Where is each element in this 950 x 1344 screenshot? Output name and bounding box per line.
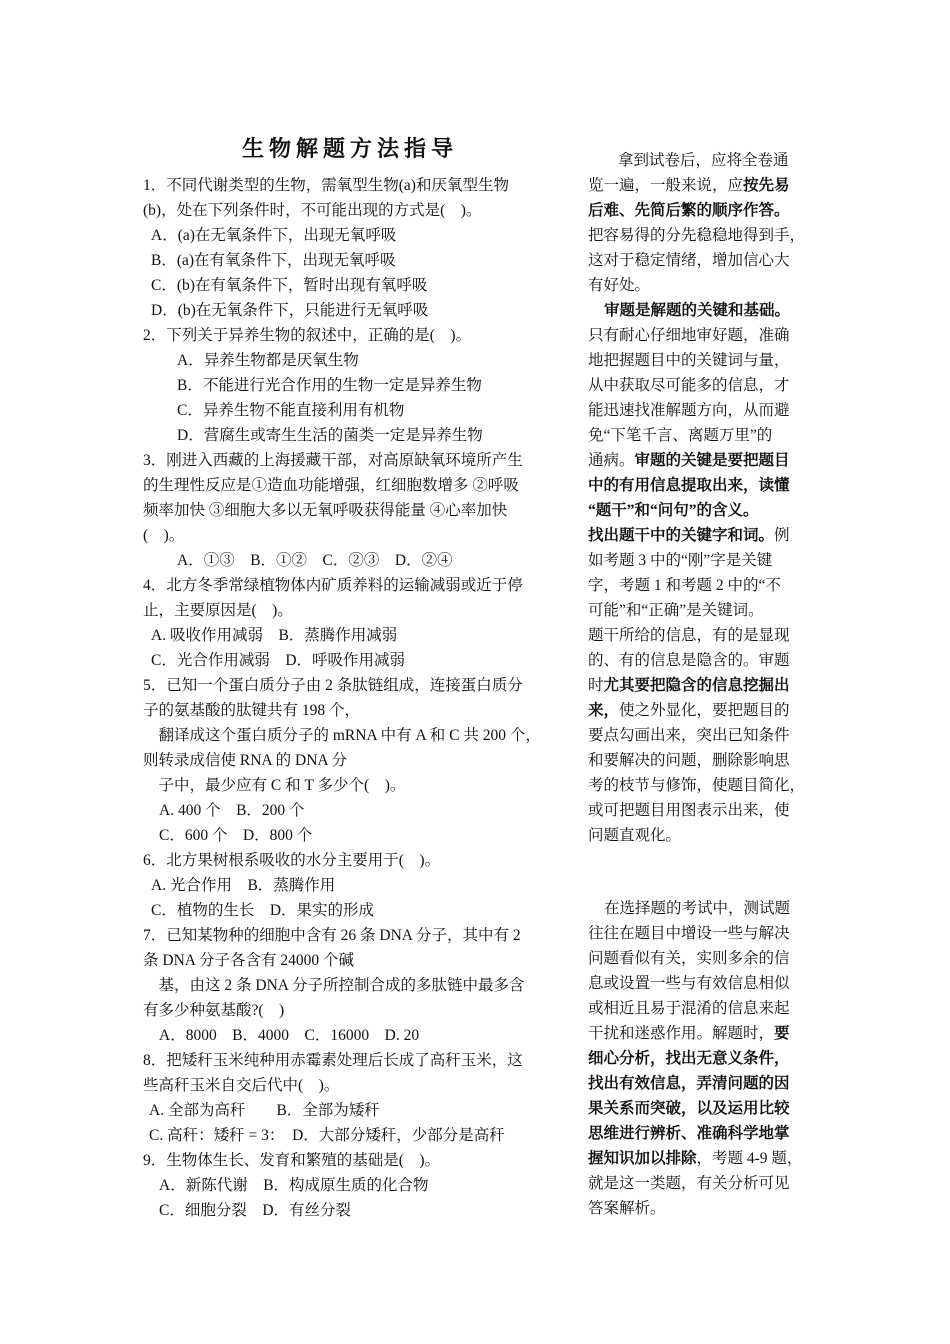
question-option: A．8000 B．4000 C．16000 D. 20	[159, 1027, 420, 1044]
question-stem-line: 3．刚进入西藏的上海援藏干部，对高原缺氧环境所产生	[143, 452, 523, 469]
question-8	[143, 1048, 568, 1148]
side-note-line	[588, 523, 818, 548]
side-note-line	[588, 1021, 818, 1046]
side-note-line	[588, 548, 818, 573]
side-note-line	[588, 198, 818, 223]
question-stem-line: 9．生物体生长、发育和繁殖的基础是( )。	[143, 1152, 441, 1169]
note-text: 的、有的信息是隐含的。审题	[588, 652, 790, 669]
side-note-line	[588, 723, 818, 748]
question-option: A．新陈代谢 B．构成原生质的化合物	[159, 1177, 429, 1194]
side-note-line	[588, 773, 818, 798]
question-stem-line: 有多少种氨基酸?( )	[143, 1002, 285, 1019]
question-stem-line: 些高秆玉米自交后代中( )。	[143, 1077, 340, 1094]
question-stem-line: ( )。	[143, 527, 185, 544]
side-note-line	[588, 1196, 818, 1221]
note-text: 有好处。	[588, 277, 651, 294]
side-note-line	[588, 223, 818, 248]
side-note-line	[588, 748, 818, 773]
side-note-line	[588, 1146, 818, 1171]
emphasis-text: 按先易	[743, 177, 790, 194]
question-option: C．光合作用减弱 D．呼吸作用减弱	[151, 652, 406, 669]
question-option: A. 光合作用 B．蒸腾作用	[151, 877, 336, 894]
question-option: A．①③ B．①② C．②③ D．②④	[177, 552, 453, 569]
note-text: 地把握题目中的关键词与量，	[588, 352, 790, 369]
note-text: 字，考题 1 和考题 2 中的“不	[588, 577, 781, 594]
note-text: ，考题 4-9 题，	[696, 1150, 803, 1167]
question-stem-line: 子中，最少应有 C 和 T 多少个( )。	[143, 777, 406, 794]
question-stem-line: 则转录成信使 RNA 的 DNA 分	[143, 752, 348, 769]
side-note-line	[588, 996, 818, 1021]
side-note-line	[588, 921, 818, 946]
side-note-line	[588, 473, 818, 498]
emphasis-text: 果关系而突破，以及运用比较	[588, 1100, 790, 1117]
emphasis-text: 后难、先简后繁的顺序作答。	[588, 202, 790, 219]
emphasis-text: 细心分析，找出无意义条件，	[588, 1050, 790, 1067]
question-stem-line: 4．北方冬季常绿植物体内矿质养料的运输减弱或近于停	[143, 577, 523, 594]
note-text: 把容易得的分先稳稳地得到手，	[588, 227, 806, 244]
emphasis-text: 来，	[588, 702, 620, 719]
note-text: 息或设置一些与有效信息相似	[588, 975, 790, 992]
side-note-line	[588, 498, 818, 523]
question-option: C．异养生物不能直接利用有机物	[177, 402, 405, 419]
note-text: 要点勾画出来，突出已知条件	[588, 727, 790, 744]
emphasis-text: “题干”和“问句”的含义。	[588, 502, 759, 519]
question-stem-line: 6．北方果树根系吸收的水分主要用于( )。	[143, 852, 441, 869]
side-note-line	[588, 896, 818, 921]
emphasis-text: 审题的关键是要把题目	[634, 452, 790, 469]
side-note-line	[588, 1096, 818, 1121]
page-title: 生物解题方法指导	[241, 136, 458, 161]
side-note-line	[588, 1071, 818, 1096]
side-note-line	[588, 323, 818, 348]
emphasis-text: 握知识加以排除	[588, 1150, 697, 1167]
emphasis-text: 中的有用信息提取出来，读懂	[588, 477, 790, 494]
side-note-distractor-guidance	[588, 896, 818, 1221]
note-text: 通病。	[588, 452, 635, 469]
side-note-line	[588, 1046, 818, 1071]
note-text: 或相近且易于混淆的信息来起	[588, 1000, 790, 1017]
emphasis-text: 要	[774, 1025, 790, 1042]
note-text: 可能”和“正确”是关键词。	[588, 602, 764, 619]
question-7	[143, 923, 568, 1048]
question-option: A．(a)在无氧条件下，出现无氧呼吸	[151, 227, 397, 244]
question-option: C．植物的生长 D．果实的形成	[151, 902, 375, 919]
note-text: 问题直观化。	[588, 827, 682, 844]
question-option: C．(b)在有氧条件下，暂时出现有氧呼吸	[151, 277, 428, 294]
side-note-line	[588, 273, 818, 298]
question-5	[143, 673, 568, 848]
question-option: C．细胞分裂 D．有丝分裂	[159, 1202, 352, 1219]
emphasis-text: 找出有效信息，弄清问题的因	[588, 1075, 790, 1092]
question-stem-line: 条 DNA 分子各含有 24000 个碱	[143, 952, 354, 969]
question-9	[143, 1148, 568, 1223]
question-option: B．(a)在有氧条件下，出现无氧呼吸	[151, 252, 396, 269]
question-option: A．异养生物都是厌氧生物	[177, 352, 359, 369]
question-stem-line: 止，主要原因是( )。	[143, 602, 293, 619]
note-text: 问题看似有关，实则多余的信	[588, 950, 790, 967]
question-list	[143, 173, 568, 1223]
question-option: A. 400 个 B．200 个	[159, 802, 305, 819]
side-note-line	[588, 573, 818, 598]
question-stem-line: 2．下列关于异养生物的叙述中，正确的是( )。	[143, 327, 472, 344]
note-text: 例	[774, 527, 790, 544]
note-text: 这对于稳定情绪，增加信心大	[588, 252, 790, 269]
question-stem-line: 频率加快 ③细胞大多以无氧呼吸获得能量 ④心率加快	[143, 502, 508, 519]
note-text: 免“下笔千言、离题万里”的	[588, 427, 773, 444]
emphasis-text: 找出题干中的关键字和词。	[588, 527, 775, 544]
question-stem-line: 5．已知一个蛋白质分子由 2 条肽链组成，连接蛋白质分	[143, 677, 523, 694]
side-note-line	[588, 673, 818, 698]
note-text: 拿到试卷后，应将全卷通	[618, 152, 789, 169]
note-text: 就是这一类题，有关分析可见	[588, 1175, 790, 1192]
note-text: 答案解析。	[588, 1200, 666, 1217]
emphasis-text: 思维进行辨析、准确科学地掌	[588, 1125, 790, 1142]
note-text: 和要解决的问题，删除影响思	[588, 752, 790, 769]
note-text: 从中获取尽可能多的信息，才	[588, 377, 790, 394]
side-note-line	[588, 623, 818, 648]
emphasis-text: 尤其要把隐含的信息挖掘出	[603, 677, 790, 694]
question-option: D．营腐生或寄生生活的菌类一定是异养生物	[177, 427, 483, 444]
question-option: D．(b)在无氧条件下，只能进行无氧呼吸	[151, 302, 429, 319]
question-option: A. 吸收作用减弱 B．蒸腾作用减弱	[151, 627, 398, 644]
side-note-line	[588, 698, 818, 723]
note-text: 考的枝节与修饰，使题目简化，	[588, 777, 806, 794]
note-text: 在选择题的考试中，测试题	[604, 900, 791, 917]
side-note-line	[588, 971, 818, 996]
side-note-line	[588, 946, 818, 971]
side-note-line	[588, 148, 818, 173]
note-text: 览一遍，一般来说，应	[588, 177, 744, 194]
question-3	[143, 448, 568, 573]
question-stem-line: (b)，处在下列条件时，不可能出现的方式是( )。	[143, 202, 482, 219]
question-stem-line: 基，由这 2 条 DNA 分子所控制合成的多肽链中最多含	[143, 977, 525, 994]
side-note-line	[588, 598, 818, 623]
note-text: 或可把题目用图表示出来，使	[588, 802, 790, 819]
side-note-line	[588, 348, 818, 373]
note-text: 干扰和迷惑作用。解题时，	[588, 1025, 775, 1042]
note-text: 题干所给的信息，有的是显现	[588, 627, 790, 644]
side-note-line	[588, 298, 818, 323]
question-1	[143, 173, 568, 323]
note-text: 能迅速找准解题方向，从而避	[588, 402, 790, 419]
note-text: 使之外显化，要把题目的	[619, 702, 790, 719]
question-option: B．不能进行光合作用的生物一定是异养生物	[177, 377, 482, 394]
side-note-line	[588, 1171, 818, 1196]
question-stem-line: 子的氨基酸的肽键共有 198 个，	[143, 702, 361, 719]
question-stem-line: 1．不同代谢类型的生物，需氧型生物(a)和厌氧型生物	[143, 177, 509, 194]
question-option: A. 全部为高秆 B．全部为矮秆	[149, 1102, 380, 1119]
side-note-line	[588, 373, 818, 398]
question-stem-line: 的生理性反应是①造血功能增强，红细胞数增多 ②呼吸	[143, 477, 519, 494]
note-text: 往往在题目中增设一些与解决	[588, 925, 790, 942]
side-note-line	[588, 248, 818, 273]
side-note-line	[588, 823, 818, 848]
question-4	[143, 573, 568, 673]
question-option: C. 高秆：矮秆 = 3： D．大部分矮秆，少部分是高秆	[149, 1127, 505, 1144]
emphasis-text: 审题是解题的关键和基础。	[604, 302, 791, 319]
question-6	[143, 848, 568, 923]
note-text: 只有耐心仔细地审好题，准确	[588, 327, 790, 344]
side-note-reading-guidance	[588, 148, 818, 848]
note-text: 时	[588, 677, 604, 694]
side-note-line	[588, 398, 818, 423]
question-stem-line: 7．已知某物种的细胞中含有 26 条 DNA 分子，其中有 2	[143, 927, 521, 944]
side-note-line	[588, 1121, 818, 1146]
question-2	[143, 323, 568, 448]
note-text: 如考题 3 中的“刚”字是关键	[588, 552, 773, 569]
side-note-line	[588, 423, 818, 448]
side-note-line	[588, 648, 818, 673]
question-option: C．600 个 D．800 个	[159, 827, 313, 844]
question-stem-line: 翻译成这个蛋白质分子的 mRNA 中有 A 和 C 共 200 个，	[143, 727, 541, 744]
side-note-line	[588, 448, 818, 473]
question-stem-line: 8．把矮秆玉米纯种用赤霉素处理后长成了高秆玉米，这	[143, 1052, 523, 1069]
side-note-line	[588, 798, 818, 823]
side-note-line	[588, 173, 818, 198]
